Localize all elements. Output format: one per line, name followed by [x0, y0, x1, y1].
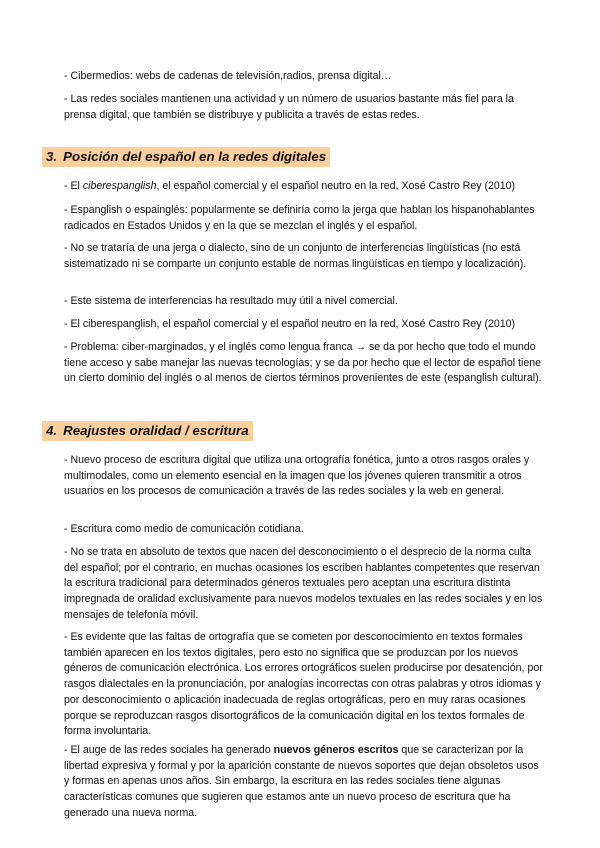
- section-number: 4.: [46, 423, 58, 438]
- section-title: Reajustes oralidad / escritura: [63, 423, 249, 438]
- section-number: 3.: [46, 149, 58, 164]
- list-item: - Nuevo proceso de escritura digital que utiliza una ortografía fonética, junto a otros rasgos orales y multimodales, como un elemento esencial en la imagen que los jóvenes quieren transmitir a otros usuarios en los procesos de comunicación a través de las redes sociales y la web en general.: [64, 454, 530, 498]
- list-item: - Este sistema de interferencias ha resultado muy útil a nivel comercial.: [64, 295, 398, 307]
- list-item: - No se trata en absoluto de textos que nacen del desconocimiento o el desprecio de la norma culta del español; por el contrario, en muchas ocasiones los escriben hablantes competentes que reservan la escritura tradicional para determinados géneros textuales pero aceptan una escritura distinta impregnada de oralidad exclusivamente para nuevos modelos textuales en las redes sociales y en los mensajes de telefonía móvil.: [64, 546, 543, 621]
- list-item: - Es evidente que las faltas de ortografía que se cometen por desconocimiento en textos formales también aparecen en los textos digitales, pero esto no significa que se produzcan por los nuevos géneros de comunicación electrónica. Los errores ortográficos suelen producirse por desatención, por rasgos dialectales en la pronunciación, por analogías incorrectas con otras palabras y otros idiomas y por desconocimiento o aplicación inadecuada de reglas ortográficas, pero en muy raras ocasiones porque se reproduzcan rasgos disortográficos de la comunicación digital en los textos formales de forma involuntaria.: [64, 631, 543, 738]
- item-text: , el español comercial y el español neutro en la red, Xosé Castro Rey (2010): [156, 180, 516, 192]
- section-heading: [42, 147, 330, 167]
- list-item: [64, 743, 544, 822]
- item-strong: nuevos géneros escritos: [273, 744, 399, 756]
- list-item: - El ciberespanglish, el español comercial y el español neutro en la red, Xosé Castro Rey (2010): [64, 318, 516, 330]
- item-emphasis: ciberespanglish: [82, 180, 157, 192]
- list-item: - No se trataría de una jerga o dialecto, sino de un conjunto de interferencias lingüísticas (no está sistematizado ni se comparte un conjunto estable de normas lingüísticas en tiempo y localización).: [64, 242, 527, 270]
- section-title: Posición del español en la redes digitales: [63, 149, 327, 164]
- section-heading: [42, 421, 253, 441]
- list-item: - Problema: ciber-marginados, y el inglés como lengua franca → se da por hecho que todo el mundo tiene acceso y sabe manejar las nuevas tecnologías; y se da por hecho que el lector de español tiene un cierto dominio del inglés o al menos de ciertos términos provenientes de este (espanglish cultural).: [64, 341, 542, 385]
- list-item: - Las redes sociales mantienen una actividad y un número de usuarios bastante más fiel para la prensa digital, que también se distribuye y publicita a través de estas redes.: [64, 93, 514, 121]
- list-item: [64, 179, 544, 195]
- item-text: que se caracterizan por la libertad expresiva y formal y por la aparición constante de nuevos soportes que dejan obsoletos usos y formas en apenas unos años. Sin embargo, la escritura en las redes sociales tiene algunas características comunes que sugieren que estamos ante un nuevo proceso de escritura que ha generado una nueva norma.: [64, 744, 539, 819]
- list-item: - Cibermedios: webs de cadenas de televisión,radios, prensa digital…: [64, 70, 392, 82]
- item-text: - El auge de las redes sociales ha generado: [64, 744, 274, 756]
- item-text: - El: [64, 180, 83, 192]
- list-item: - Escritura como medio de comunicación cotidiana.: [64, 523, 304, 535]
- list-item: - Espanglish o espainglés: popularmente se definiría como la jerga que hablan los hispanohablantes radicados en Estados Unidos y en la que se mezclan el inglés y el español.: [64, 204, 535, 232]
